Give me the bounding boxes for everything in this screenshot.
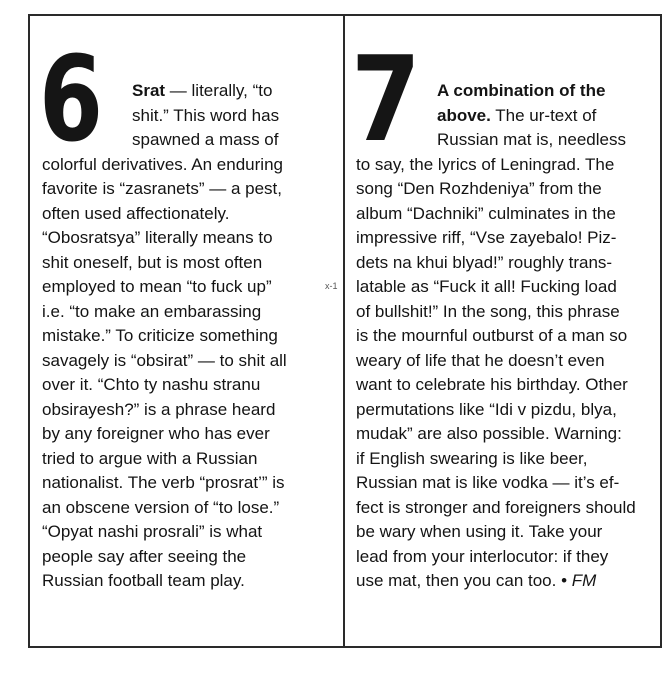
line-text: savagely is “obsirat” — to shit all	[42, 350, 287, 370]
text-line	[42, 545, 246, 569]
text-line	[437, 79, 605, 103]
text-line	[132, 79, 272, 103]
line-text: spawned a mass of	[132, 130, 279, 149]
text-line	[42, 300, 261, 324]
line-text: Russian mat is like vodka — it’s ef-	[356, 473, 620, 492]
bold-lead-in: A combination of the	[437, 81, 606, 100]
text-line	[356, 251, 612, 275]
text-line	[42, 349, 287, 373]
text-line	[42, 373, 260, 397]
line-text: by any foreigner who has ever	[42, 424, 270, 443]
line-text: obsirayesh?” is a phrase heard	[42, 399, 276, 419]
bold-lead-in: Srat	[132, 81, 166, 100]
text-line	[132, 104, 279, 128]
text-line	[42, 251, 262, 275]
item-7-column	[345, 14, 660, 648]
text-line	[42, 324, 278, 348]
text-line	[356, 471, 619, 495]
text-line	[356, 373, 628, 397]
line-text: latable as “Fuck it all! Fucking load	[356, 277, 617, 296]
text-line	[356, 226, 616, 250]
line-text: — literally, “to	[165, 81, 273, 100]
line-text: be wary when using it. Take your	[356, 522, 603, 541]
line-text: over it. “Chto ty nashu stranu	[42, 375, 261, 394]
text-line	[42, 471, 285, 495]
text-line	[42, 447, 257, 471]
line-text: “Obosratsya” literally means to	[42, 228, 273, 247]
text-line	[42, 202, 229, 226]
line-text: nationalist. The verb “prosrat’” is	[42, 473, 285, 492]
text-line	[356, 202, 616, 226]
line-text: often used affectionately.	[42, 203, 230, 223]
text-line	[356, 275, 617, 299]
line-text: is the mournful outburst of a man so	[356, 326, 628, 345]
line-text: an obscene version of “to lose.”	[42, 497, 280, 517]
line-text: to say, the lyrics of Leningrad. The	[356, 154, 615, 174]
margin-mark: x-1	[325, 281, 338, 291]
item-6-numeral: 6	[39, 30, 102, 168]
text-line	[42, 275, 272, 299]
bold-lead-in: above.	[437, 105, 491, 125]
text-line	[42, 153, 283, 177]
text-line	[356, 153, 614, 177]
text-line	[42, 496, 279, 520]
line-text: Russian mat is, needless	[437, 130, 626, 149]
text-line	[356, 545, 608, 569]
text-line	[356, 300, 620, 324]
line-text: want to celebrate his birthday. Other	[356, 375, 628, 394]
line-text: The ur-text of	[490, 105, 597, 125]
text-line	[356, 569, 596, 593]
line-text: lead from your interlocutor: if they	[356, 546, 609, 566]
line-text: permutations like “Idi v pizdu, blya,	[356, 399, 617, 419]
line-text: song “Den Rozhdeniya” from the	[356, 179, 602, 198]
line-text: “Opyat nashi prosrali” is what	[42, 522, 263, 541]
text-line	[356, 496, 636, 520]
text-line	[42, 226, 273, 250]
line-text: tried to argue with a Russian	[42, 448, 258, 468]
line-text: favorite is “zasranets” — a pest,	[42, 179, 282, 198]
text-line	[42, 520, 262, 544]
text-line	[437, 128, 626, 152]
line-text: people say after seeing the	[42, 546, 247, 566]
line-text: mistake.” To criticize something	[42, 326, 278, 345]
text-line	[42, 177, 282, 201]
text-line	[132, 128, 278, 152]
text-line	[437, 104, 596, 128]
line-text: colorful derivatives. An enduring	[42, 154, 283, 174]
text-line	[42, 422, 270, 446]
line-text: album “Dachniki” culminates in the	[356, 203, 616, 223]
text-line	[356, 349, 605, 373]
line-text: impressive riff, “Vse zayebalo! Piz-	[356, 228, 617, 247]
text-line	[356, 177, 602, 201]
text-line	[356, 422, 622, 446]
line-text: use mat, then you can too. •	[356, 571, 572, 590]
text-line	[356, 398, 617, 422]
text-line	[356, 447, 588, 471]
text-line	[42, 569, 245, 593]
line-text: if English swearing is like beer,	[356, 448, 588, 468]
line-text: weary of life that he doesn’t even	[356, 350, 605, 370]
author-signature: FM	[571, 571, 597, 590]
line-text: Russian football team play.	[42, 571, 245, 590]
text-line	[356, 520, 602, 544]
line-text: dets na khui blyad!” roughly trans-	[356, 252, 613, 272]
line-text: of bullshit!” In the song, this phrase	[356, 301, 620, 321]
text-line	[356, 324, 627, 348]
item-7-numeral: 7	[351, 30, 420, 168]
text-line	[42, 398, 275, 422]
line-text: mudak” are also possible. Warning:	[356, 424, 622, 443]
line-text: employed to mean “to fuck up”	[42, 277, 272, 296]
line-text: shit.” This word has	[132, 105, 280, 125]
line-text: fect is stronger and foreigners should	[356, 497, 636, 517]
item-6-column	[30, 14, 343, 648]
line-text: i.e. “to make an embarassing	[42, 301, 262, 321]
line-text: shit oneself, but is most often	[42, 252, 263, 272]
